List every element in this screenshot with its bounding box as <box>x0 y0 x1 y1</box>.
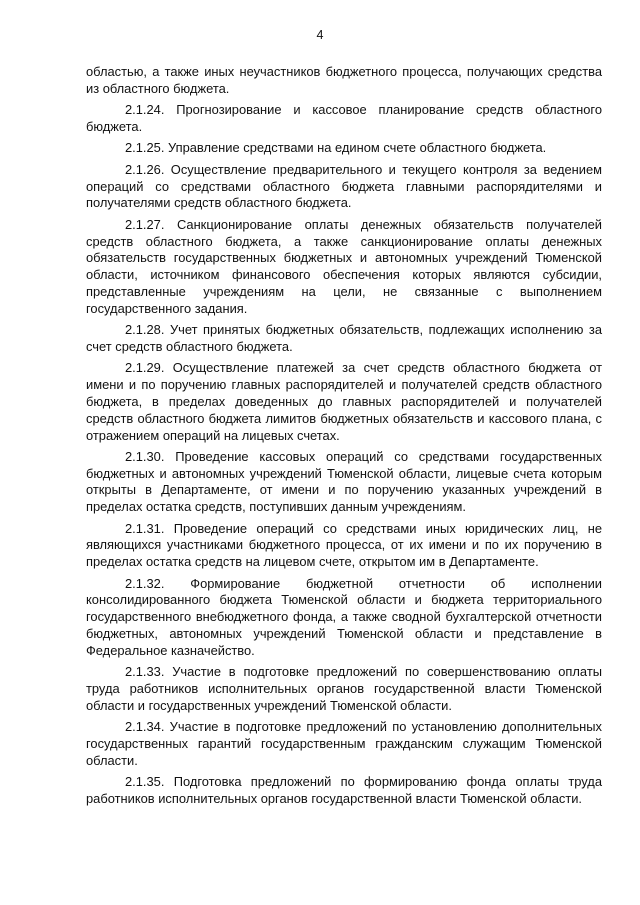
page-number: 4 <box>316 28 324 42</box>
paragraph-2-1-29: 2.1.29. Осуществление платежей за счет средств областного бюджета от имени и по поручению главных распорядителей и получателей средств областного бюджета, в пределах доведенных до главных распорядителей и получателей средств областного бюджета лимитов бюджетных обязательств и кассового плана, с отражением операций на лицевых счетах. <box>86 360 602 443</box>
paragraph-continuation: областью, а также иных неучастников бюджетного процесса, получающих средства из областного бюджета. <box>86 64 602 96</box>
paragraph-2-1-33: 2.1.33. Участие в подготовке предложений по совершенствованию оплаты труда работников исполнительных органов государственной власти Тюменской области и государственных учреждений Тюменской области. <box>86 664 602 713</box>
paragraph-2-1-35: 2.1.35. Подготовка предложений по формированию фонда оплаты труда работников исполнительных органов государственной власти Тюменской области. <box>86 774 602 806</box>
paragraph-2-1-26: 2.1.26. Осуществление предварительного и текущего контроля за ведением операций со средствами областного бюджета главными распорядителями и получателями средств областного бюджета. <box>86 161 602 211</box>
paragraph-2-1-27: 2.1.27. Санкционирование оплаты денежных обязательств получателей средств областного бюджета, а также санкционирование оплаты денежных обязательств государственных бюджетных и автономных учреждений Тюменской области, источником финансового обеспечения которых являются субсидии, представленные учреждениям на цели, не связанные с выполнением государственного задания. <box>86 216 602 316</box>
paragraph-2-1-28: 2.1.28. Учет принятых бюджетных обязательств, подлежащих исполнению за счет средств областного бюджета. <box>86 322 602 354</box>
paragraph-2-1-25: 2.1.25. Управление средствами на едином счете областного бюджета. <box>125 140 547 156</box>
paragraph-2-1-31: 2.1.31. Проведение операций со средствами иных юридических лиц, не являющихся участниками бюджетного процесса, от их имени и по их поручению в пределах остатка средств на лицевом счете, открытом им в Департаменте. <box>86 520 602 570</box>
paragraph-2-1-34: 2.1.34. Участие в подготовке предложений по установлению дополнительных государственных гарантий государственным гражданским служащим Тюменской области. <box>86 719 602 768</box>
document-body <box>86 64 602 812</box>
paragraph-2-1-32: 2.1.32. Формирование бюджетной отчетности об исполнении консолидированного бюджета Тюменской области и бюджета территориального государственного внебюджетного фонда, а также сводной бухгалтерской отчетности бюджетных, автономных учреждений Тюменской области и представление в Федеральное казначейство. <box>86 575 602 658</box>
paragraph-2-1-24: 2.1.24. Прогнозирование и кассовое планирование средств областного бюджета. <box>86 102 602 134</box>
paragraph-2-1-30: 2.1.30. Проведение кассовых операций со средствами государственных бюджетных и автономных учреждений Тюменской области, лицевые счета которым открыты в Департаменте, от имени и по поручению указанных учреждений в пределах остатка средств, поступивших данным учреждениям. <box>86 448 602 515</box>
